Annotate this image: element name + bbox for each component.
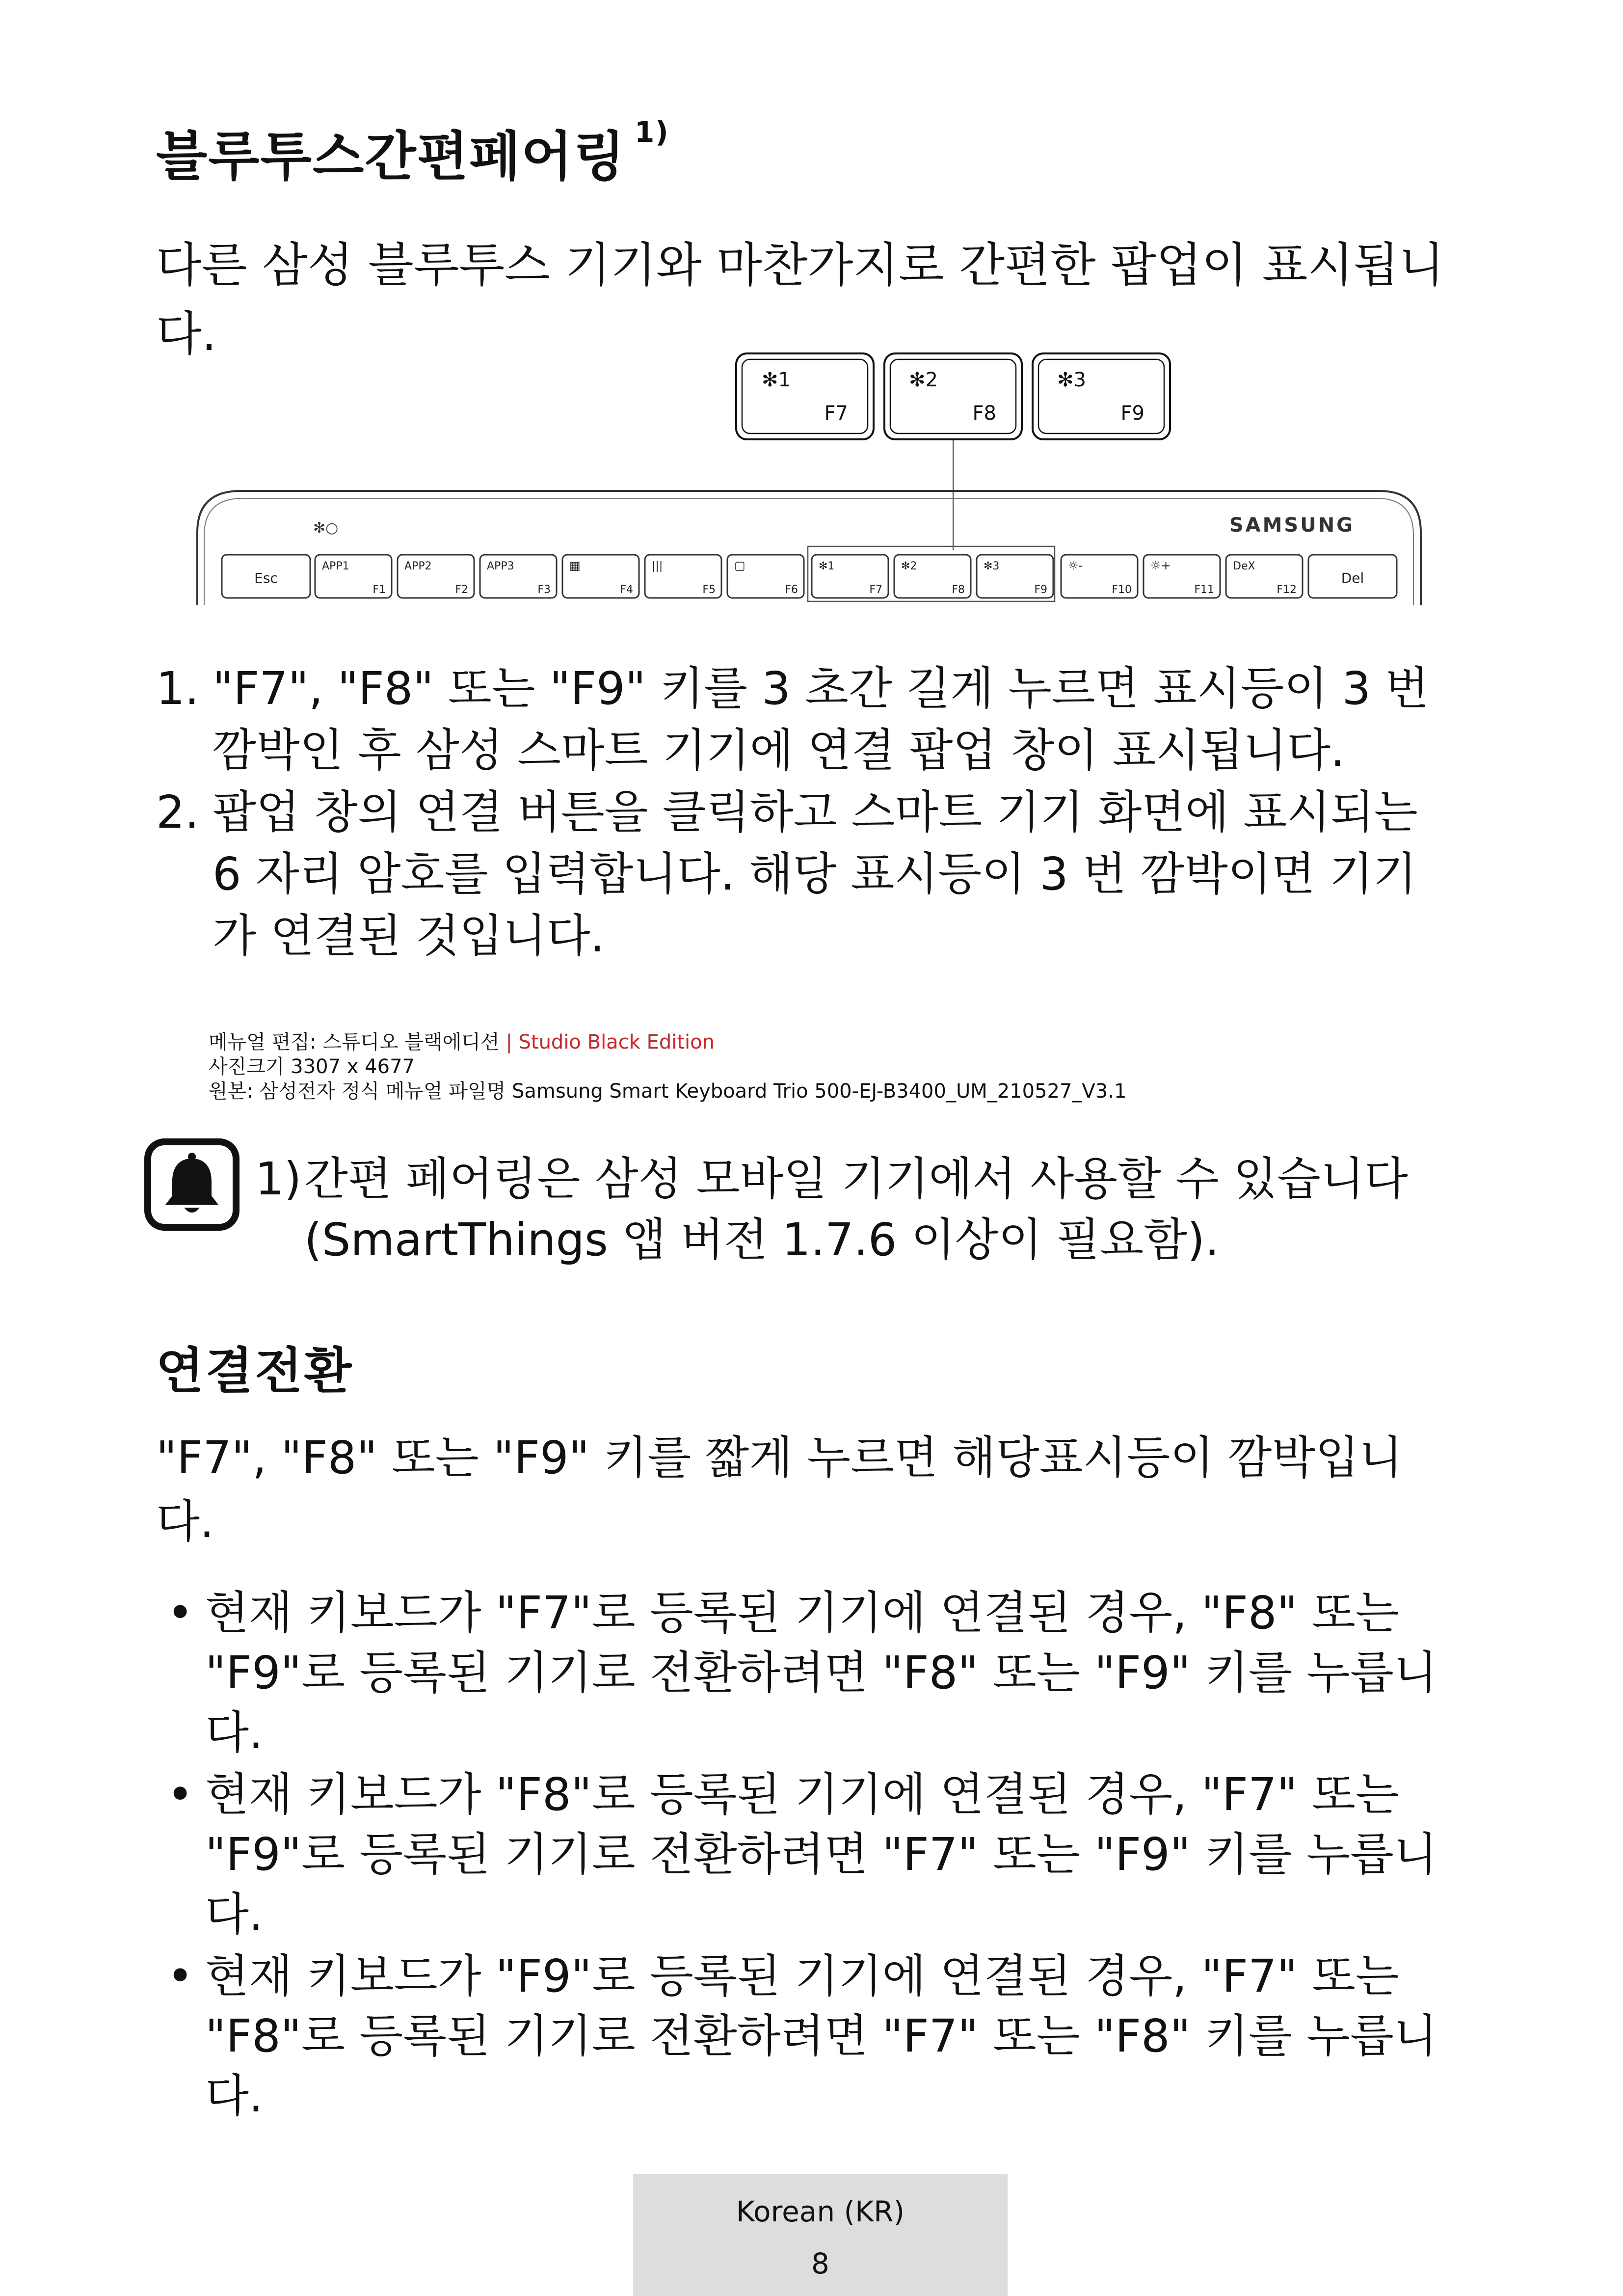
key-f8-top: ✻2 (901, 560, 917, 572)
key-f5 (645, 555, 721, 598)
key-f1 (315, 555, 392, 598)
switch-bullet-list (156, 1583, 1442, 2128)
key-f4-top: ▦ (569, 559, 581, 572)
key-f9 (977, 555, 1053, 598)
key-f11 (1144, 555, 1220, 598)
key-f10-bottom: F10 (1112, 584, 1132, 596)
key-f10-top: ☼- (1068, 559, 1083, 572)
key-f7-top: ✻1 (819, 560, 835, 572)
footnote-line2: (SmartThings 앱 버전 1.7.6 이상이 필요함). (304, 1214, 1220, 1266)
bullet-dot: • (167, 1768, 194, 1821)
bullet-text: 현재 키보드가 "F8"로 등록된 기기에 연결된 경우, "F7" 또는 "F9"로 등록된 기기로 전환하려면 "F7" 또는 "F9" 키를 누릅니다. (205, 1768, 1437, 1941)
key-f4 (562, 555, 639, 598)
step-text: "F7", "F8" 또는 "F9" 키를 3 초간 길게 누르면 표시등이 3 번 깜박인 후 삼성 스마트 기기에 연결 팝업 창이 표시됩니다. (213, 662, 1429, 777)
footnote-line1: 간편 페어링은 삼성 모바일 기기에서 사용할 수 있습니다 (304, 1153, 1408, 1205)
section-title-text: 블루투스간편페어링 (156, 126, 626, 188)
key-f6 (727, 555, 804, 598)
meta-size: 사진크기 3307 x 4677 (209, 1055, 415, 1078)
step-item (156, 658, 1442, 782)
bullet-item (156, 1583, 1442, 1763)
enlarged-key-f7 (736, 353, 874, 439)
meta-editor: 메뉴얼 편집: 스튜디오 블랙에디션 (209, 1031, 500, 1053)
bullet-text: 현재 키보드가 "F7"로 등록된 기기에 연결된 경우, "F8" 또는 "F9"로 등록된 기기로 전환하려면 "F8" 또는 "F9" 키를 누릅니다. (205, 1587, 1437, 1759)
meta-editor-line (209, 1030, 1126, 1054)
key-f9-top: ✻3 (984, 560, 1000, 572)
enlarged-key-f8-symbol: ✻2 (909, 369, 938, 391)
pairing-steps-list (156, 658, 1442, 967)
key-f3-top: APP3 (487, 560, 514, 572)
key-del-label: Del (1341, 570, 1364, 586)
key-f6-bottom: F6 (785, 584, 798, 596)
key-f12-bottom: F12 (1277, 584, 1297, 596)
footnote-number: 1) (255, 1153, 302, 1205)
footnote-marker: 1) (634, 115, 669, 149)
footnote (255, 1149, 1433, 1270)
key-f5-top: ||| (652, 560, 663, 572)
meta-editor-brand: | Studio Black Edition (506, 1031, 715, 1053)
step-number: 2. (156, 786, 199, 838)
step-number: 1. (156, 662, 199, 715)
key-f7-bottom: F7 (869, 584, 882, 596)
key-f2-top: APP2 (404, 560, 432, 572)
key-f1-top: APP1 (322, 560, 349, 572)
key-esc (222, 555, 310, 598)
key-f6-top: ▢ (734, 559, 745, 572)
key-f2 (398, 555, 474, 598)
section-title-easy-pairing (156, 114, 669, 190)
samsung-brand-label: SAMSUNG (1229, 514, 1355, 537)
footer-language: Korean (KR) (736, 2195, 905, 2228)
key-f9-bottom: F9 (1034, 584, 1047, 596)
key-f4-bottom: F4 (620, 584, 633, 596)
key-f12-top: DeX (1233, 560, 1255, 572)
switch-intro-paragraph: "F7", "F8" 또는 "F9" 키를 짧게 누르면 해당표시등이 깜박입니다. (156, 1432, 1403, 1548)
key-f12 (1226, 555, 1303, 598)
enlarged-key-f9-label: F9 (1120, 402, 1144, 425)
bluetooth-indicator: ✻○ (313, 519, 339, 537)
page-footer (633, 2174, 1008, 2296)
enlarged-key-f9 (1033, 353, 1170, 439)
step-text: 팝업 창의 연결 버튼을 클릭하고 스마트 기기 화면에 표시되는 6 자리 암호를 입력합니다. 해당 표시등이 3 번 깜박이면 기기가 연결된 것입니다. (213, 786, 1418, 962)
key-f11-top: ☼+ (1150, 559, 1171, 572)
enlarged-key-f7-label: F7 (824, 402, 848, 425)
bullet-item (156, 1946, 1442, 2126)
notification-bell-icon (144, 1138, 240, 1233)
key-f3-bottom: F3 (537, 584, 551, 596)
enlarged-key-f8 (884, 353, 1022, 439)
page-number: 8 (811, 2247, 829, 2280)
key-f5-bottom: F5 (702, 584, 716, 596)
key-f2-bottom: F2 (455, 584, 468, 596)
key-esc-label: Esc (254, 570, 278, 586)
keyboard-diagram-svg (191, 346, 1438, 611)
meta-source: 원본: 삼성전자 정식 메뉴얼 파일명 Samsung Smart Keyboard Trio 500-EJ-B3400_UM_210527_V3.1 (209, 1080, 1127, 1103)
step-item (156, 782, 1442, 967)
key-f1-bottom: F1 (372, 584, 386, 596)
key-f11-bottom: F11 (1194, 584, 1214, 596)
bullet-item (156, 1765, 1442, 1945)
key-f8 (894, 555, 971, 598)
enlarged-key-f9-symbol: ✻3 (1057, 369, 1086, 391)
keyboard-diagram (191, 346, 1438, 613)
bullet-text: 현재 키보드가 "F9"로 등록된 기기에 연결된 경우, "F7" 또는 "F8"로 등록된 기기로 전환하려면 "F7" 또는 "F8" 키를 누릅니다. (205, 1950, 1437, 2122)
section-title-switch-connection: 연결전환 (156, 1342, 354, 1400)
intro-paragraph: 다른 삼성 블루투스 기기와 마찬가지로 간편한 팝업이 표시됩니다. (156, 238, 1444, 361)
key-f10 (1061, 555, 1138, 598)
key-f7 (812, 555, 888, 598)
key-f3 (480, 555, 557, 598)
key-del (1308, 555, 1397, 598)
function-key-row (222, 555, 1397, 598)
enlarged-key-f7-symbol: ✻1 (762, 369, 791, 391)
bullet-dot: • (167, 1587, 194, 1639)
edition-meta (209, 1030, 1126, 1104)
bullet-dot: • (167, 1950, 194, 2002)
key-f8-bottom: F8 (952, 584, 965, 596)
enlarged-key-f8-label: F8 (972, 402, 996, 425)
